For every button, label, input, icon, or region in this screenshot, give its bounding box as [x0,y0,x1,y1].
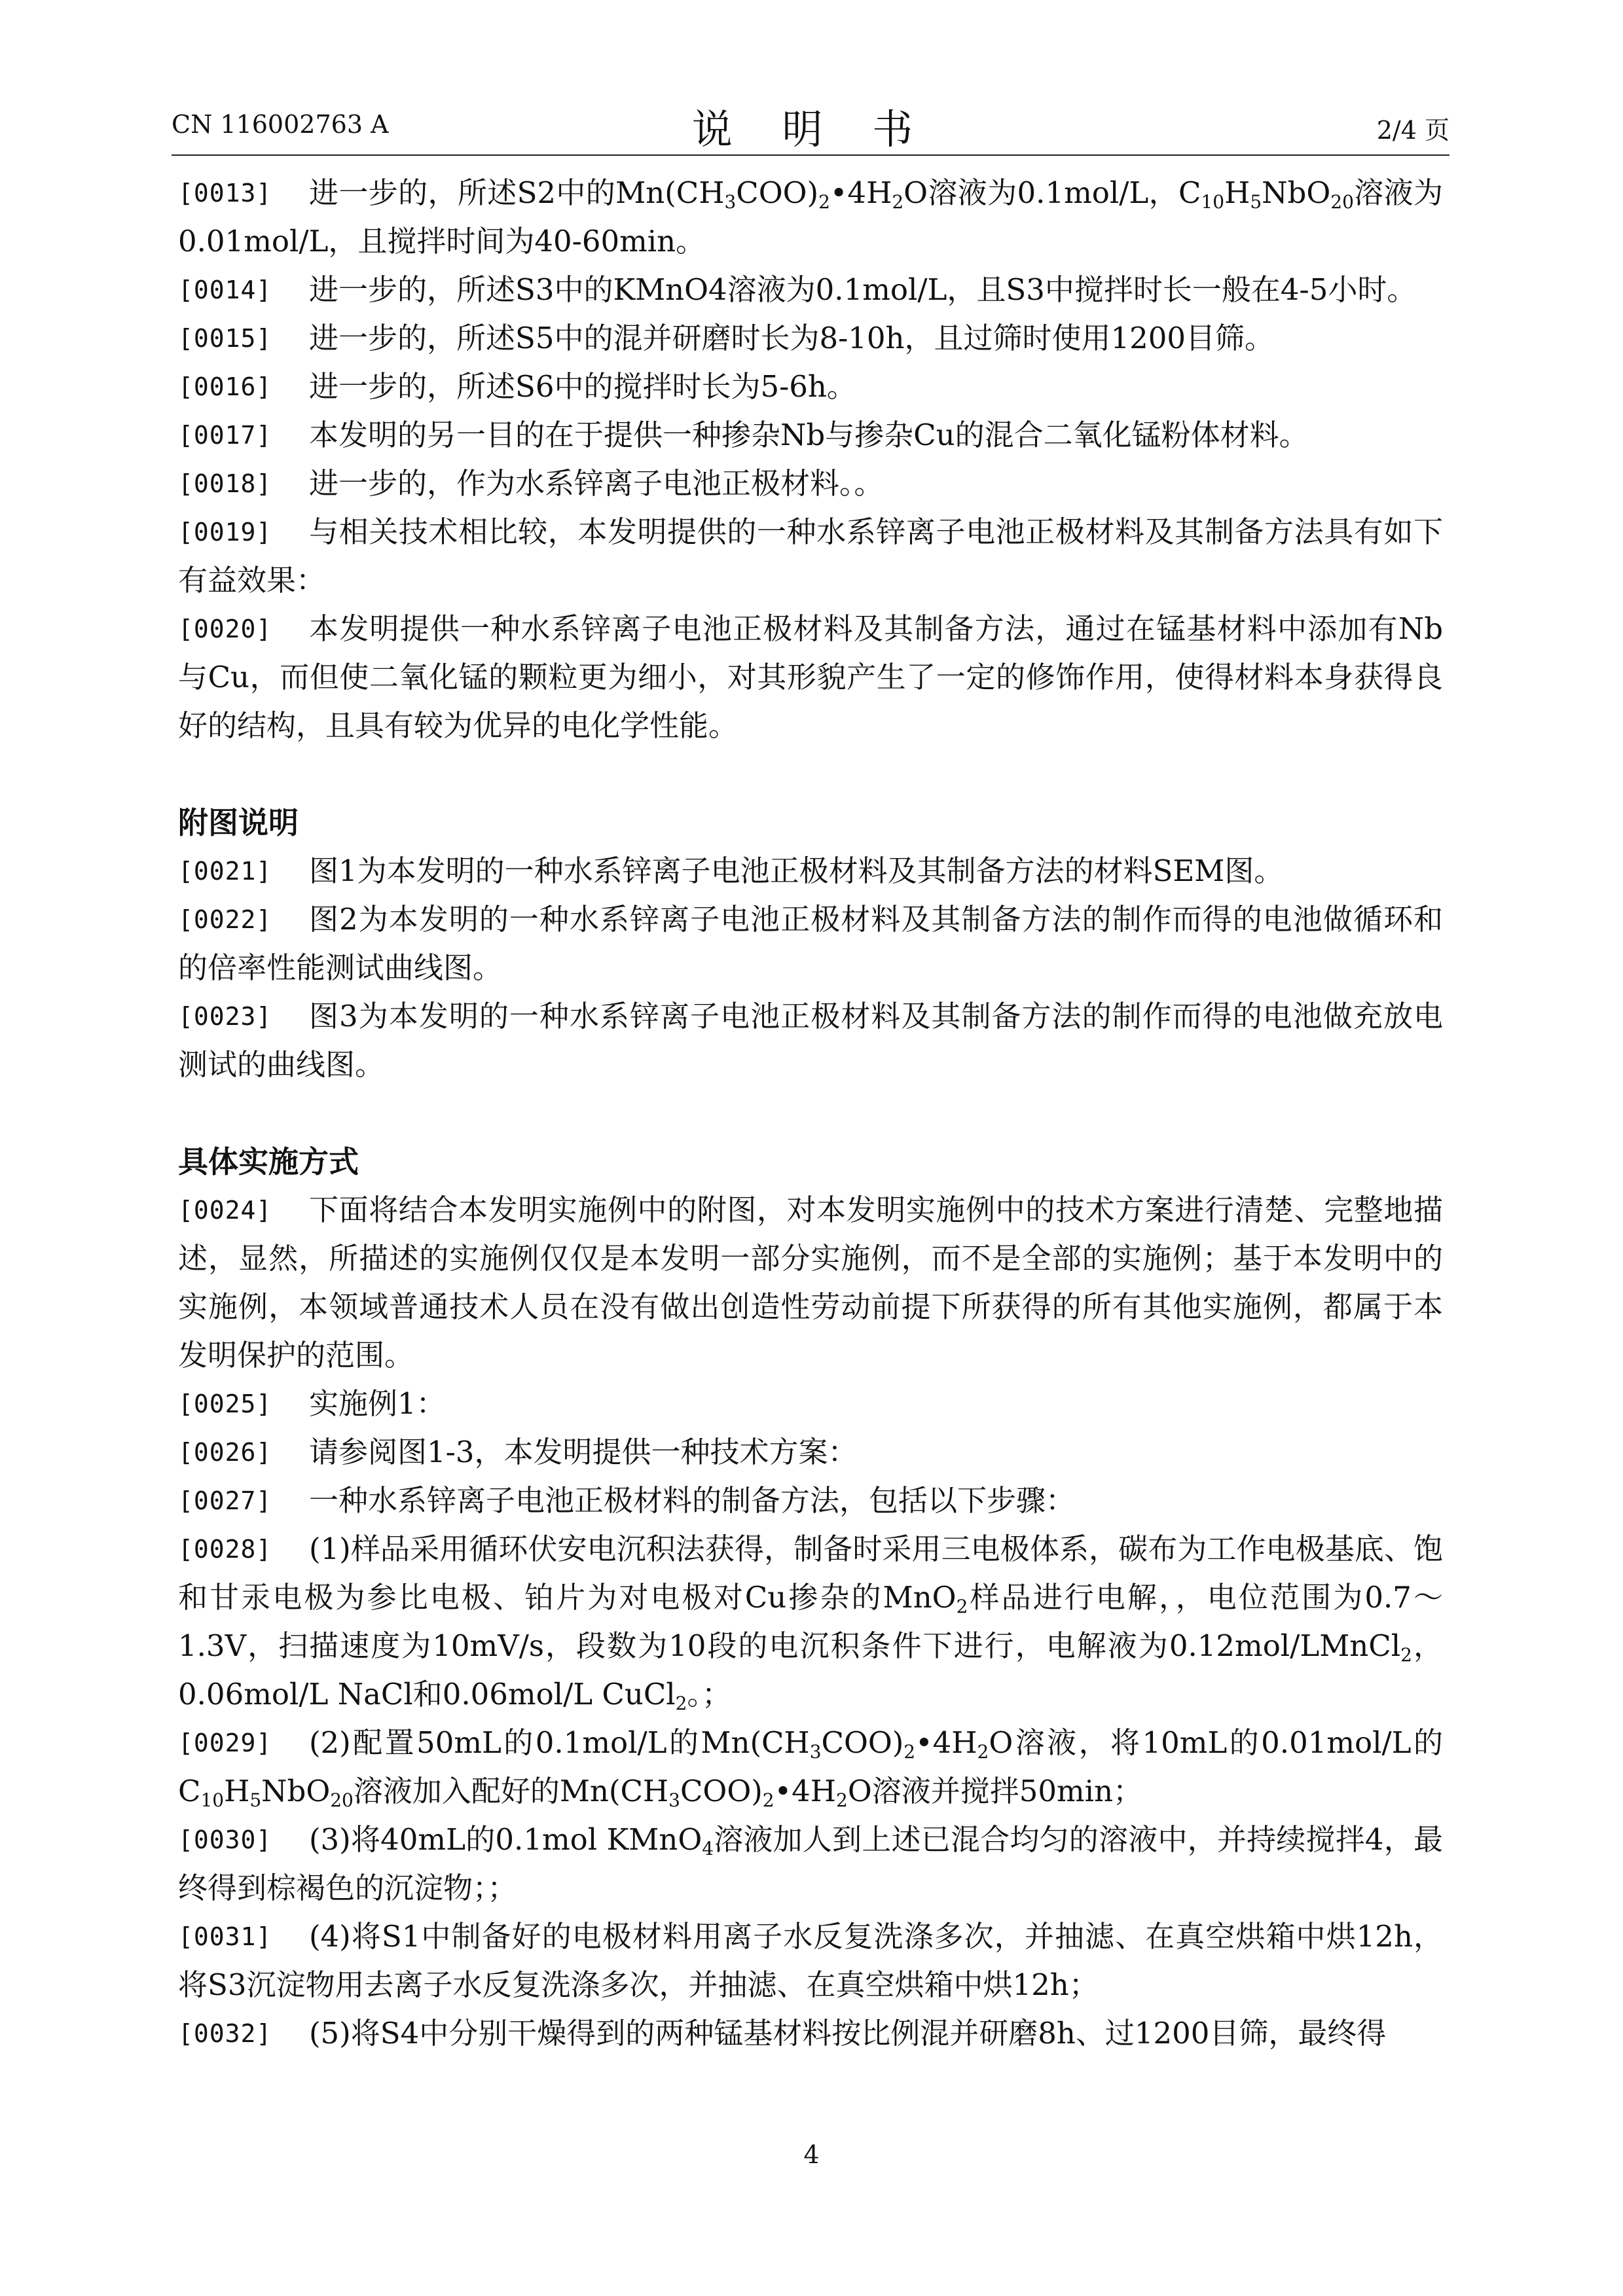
paragraph-text: 请参阅图1-3，本发明提供一种技术方案： [309,1435,858,1469]
page-of: 2/4 页 [1376,116,1450,145]
subscript: 2 [903,1741,916,1763]
paragraph-text: 本发明提供一种水系锌离子电池正极材料及其制备方法，通过在锰基材料中添加有Nb与Cu，而但使二氧化锰的颗粒更为细小，对其形貌产生了一定的修饰作用，使得材料本身获得良好的结构，且具有较为优异的电化学性能。 [178,611,1443,743]
paragraph-number: [0018] [178,469,272,498]
paragraph-text: 溶液为0.01mol/L，且搅拌时间为40-60min。 [178,175,1443,259]
paragraph [178,1719,1443,1816]
paragraph-number: [0017] [178,421,272,450]
paragraph-group-embodiments [178,1186,1443,2058]
paragraph [178,1912,1443,2009]
paragraph [178,605,1443,750]
paragraph [178,169,1443,266]
subscript: 5 [249,1789,262,1811]
paragraph-number: [0030] [178,1825,272,1854]
subscript: 2 [977,1741,989,1763]
paragraph-number: [0029] [178,1729,272,1757]
paragraph-text: (2)配置50mL的0.1mol/L的Mn(CH [309,1725,810,1760]
paragraph-text: 进一步的，所述S5中的混并研磨时长为8-10h，且过筛时使用1200目筛。 [309,321,1275,355]
paragraph-text: •4H [915,1725,977,1760]
subscript: 3 [668,1789,680,1811]
paragraph-number: [0025] [178,1390,272,1418]
paragraph-text: 下面将结合本发明实施例中的附图，对本发明实施例中的技术方案进行清楚、完整地描述，显然，所描述的实施例仅仅是本发明一部分实施例，而不是全部的实施例；基于本发明中的实施例，本领域普通技术人员在没有做出创造性劳动前提下所获得的所有其他实施例，都属于本发明保护的范围。 [178,1193,1443,1372]
paragraph [178,1186,1443,1380]
page-number: 4 [803,2140,820,2169]
paragraph-text: COO) [680,1774,763,1808]
paragraph [178,2009,1443,2058]
paragraph [178,363,1443,411]
paragraph-text: 进一步的，所述S2中的Mn(CH [309,175,725,210]
doc-number: CN 116002763 A [172,110,389,139]
paragraph-text: O溶液，将10mL的0.01mol/L的C [178,1725,1443,1808]
paragraph-text: 溶液加入配好的Mn(CH [353,1774,669,1808]
subscript: 2 [675,1693,687,1714]
subscript: 2 [1400,1644,1412,1666]
paragraph [178,266,1443,314]
paragraph [178,895,1443,992]
paragraph-text: O溶液为0.1mol/L，C [903,175,1201,210]
subscript: 2 [818,191,830,213]
paragraph-number: [0020] [178,615,272,643]
paragraph-number: [0019] [178,518,272,547]
subscript: 20 [1330,191,1354,213]
paragraph-text: •4H [774,1774,837,1808]
subscript: 3 [724,191,737,213]
paragraph-number: [0015] [178,324,272,353]
paragraph-text: COO) [736,175,819,210]
paragraph-number: [0021] [178,857,272,886]
header-rule [172,154,1450,156]
subscript: 2 [956,1596,968,1617]
subscript: 4 [702,1838,714,1859]
paragraph-text: ，0.06mol/L NaCl和0.06mol/L CuCl [178,1628,1443,1712]
paragraph-number: [0016] [178,372,272,401]
paragraph-text: 与相关技术相比较，本发明提供的一种水系锌离子电池正极材料及其制备方法具有如下有益效果： [178,514,1443,598]
paragraph-number: [0014] [178,276,272,304]
paragraph-text: 进一步的，所述S3中的KMnO4溶液为0.1mol/L，且S3中搅拌时长一般在4-5小时。 [309,272,1417,307]
paragraph-number: [0031] [178,1922,272,1951]
subscript: 2 [892,191,904,213]
subscript: 20 [330,1789,354,1811]
paragraph-text: 。； [687,1677,732,1712]
subscript: 2 [762,1789,775,1811]
section-heading-figures: 附图说明 [178,805,299,840]
paragraph-number: [0028] [178,1535,272,1564]
subscript: 3 [809,1741,822,1763]
page-title: 说 明 书 [691,105,932,153]
paragraph [178,992,1443,1089]
paragraph-text: 图2为本发明的一种水系锌离子电池正极材料及其制备方法的制作而得的电池做循环和的倍率性能测试曲线图。 [178,902,1443,985]
paragraph-text: (4)将S1中制备好的电极材料用离子水反复洗涤多次，并抽滤、在真空烘箱中烘12h，将S3沉淀物用去离子水反复洗涤多次，并抽滤、在真空烘箱中烘12h； [178,1919,1443,2002]
paragraph [178,1525,1443,1719]
paragraph-text: 进一步的，作为水系锌离子电池正极材料。。 [309,466,884,501]
paragraph-text: •4H [830,175,892,210]
paragraph-text: COO) [821,1725,904,1760]
paragraph-number: [0023] [178,1002,272,1031]
paragraph-number: [0032] [178,2019,272,2048]
paragraph-text: 本发明的另一目的在于提供一种掺杂Nb与掺杂Cu的混合二氧化锰粉体材料。 [309,418,1309,452]
subscript: 10 [1201,191,1225,213]
subscript: 2 [836,1789,848,1811]
paragraph [178,847,1443,895]
paragraph-text: 一种水系锌离子电池正极材料的制备方法，包括以下步骤： [309,1483,1076,1518]
paragraph-text: 样品进行电解，，电位范围为0.7～1.3V，扫描速度为10mV/s，段数为10段的电沉积条件下进行，电解液为0.12mol/LMnCl [178,1580,1443,1663]
paragraph-text: (1)样品采用循环伏安电沉积法获得，制备时采用三电极体系，碳布为工作电极基底、饱和甘汞电极为参比电极、铂片为对电极对Cu掺杂的MnO [178,1532,1443,1615]
subscript: 5 [1250,191,1262,213]
paragraph-text: 图1为本发明的一种水系锌离子电池正极材料及其制备方法的材料SEM图。 [309,853,1284,888]
subscript: 10 [200,1789,225,1811]
paragraph-number: [0022] [178,905,272,934]
paragraph [178,1428,1443,1477]
paragraph-group-figures [178,847,1443,1089]
paragraph [178,1380,1443,1428]
paragraph-number: [0027] [178,1486,272,1515]
section-heading-embodiments: 具体实施方式 [178,1144,359,1179]
paragraph-text: O溶液并搅拌50min； [847,1774,1143,1808]
paragraph-text: NbO [1262,175,1331,210]
paragraph-text: H [224,1774,250,1808]
paragraph-text: 进一步的，所述S6中的搅拌时长为5-6h。 [309,369,856,404]
paragraph-number: [0026] [178,1438,272,1467]
paragraph-text: 实施例1： [309,1386,446,1421]
paragraph-text: (5)将S4中分别干燥得到的两种锰基材料按比例混并研磨8h、过1200目筛，最终得 [309,2016,1387,2051]
paragraph-text: (3)将40mL的0.1mol KMnO [309,1822,702,1857]
document-body [178,169,1443,2058]
paragraph-text: 溶液加人到上述已混合均匀的溶液中，并持续搅拌4，最终得到棕褐色的沉淀物；； [178,1822,1443,1905]
paragraph [178,314,1443,363]
paragraph-number: [0024] [178,1196,272,1225]
paragraph-number: [0013] [178,179,272,207]
paragraph-text: 图3为本发明的一种水系锌离子电池正极材料及其制备方法的制作而得的电池做充放电测试的曲线图。 [178,999,1443,1082]
paragraph-text: NbO [261,1774,331,1808]
paragraph [178,1816,1443,1912]
paragraph [178,411,1443,459]
paragraph-text: H [1224,175,1250,210]
paragraph [178,1477,1443,1525]
paragraph [178,459,1443,508]
paragraph-group-summary [178,169,1443,750]
paragraph [178,508,1443,605]
